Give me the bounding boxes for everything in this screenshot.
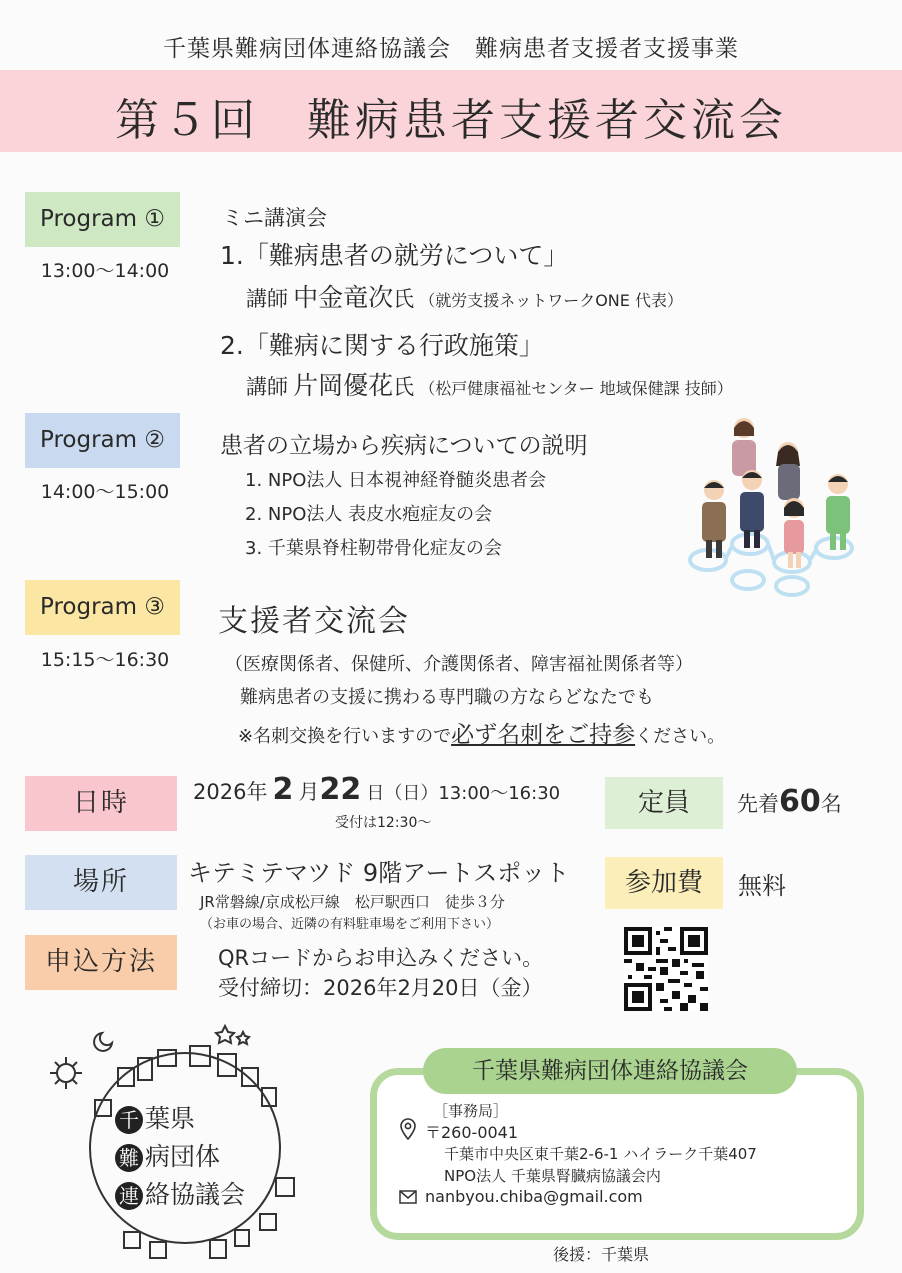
- capacity-value: 先着60名: [737, 784, 842, 819]
- fee-value: 無料: [738, 872, 786, 900]
- date-value: 2026年 2 月22 日（日）13:00〜16:30: [193, 772, 561, 807]
- apply-label: 申込方法: [25, 935, 177, 990]
- event-subtitle: 千葉県難病団体連絡協議会 難病患者支援者支援事業: [163, 36, 739, 62]
- place-name: キテミテマツド 9階アートスポット: [188, 859, 570, 887]
- apply-instruction: QRコードからお申込みください。: [218, 946, 544, 970]
- program1-item2-lecturer: 講師 片岡優花氏 （松戸健康福祉センター 地域保健課 技師）: [246, 371, 733, 400]
- parking-note: （お車の場合、近隣の有料駐車場をご利用下さい）: [200, 917, 500, 932]
- program3-time: 15:15〜16:30: [40, 649, 170, 671]
- contact-org-secondary: NPO法人 千葉県腎臓病協議会内: [444, 1167, 661, 1185]
- program2-heading: 患者の立場から疾病についての説明: [220, 433, 588, 459]
- organization-logo-text: 千 葉県 難 病団体 連 絡協議会: [115, 1100, 245, 1214]
- program2-list-item: 1. NPO法人 日本視神経脊髄炎患者会: [245, 470, 547, 491]
- program2-list-item: 2. NPO法人 表皮水疱症友の会: [245, 504, 493, 525]
- date-label: 日時: [25, 776, 177, 831]
- bring-business-card-note: 必ず名刺をご持参: [451, 722, 636, 748]
- qr-code[interactable]: [624, 927, 708, 1011]
- contact-email[interactable]: nanbyou.chiba@gmail.com: [425, 1187, 643, 1206]
- program1-heading: ミニ講演会: [222, 206, 327, 230]
- program3-line1: （医療関係者、保健所、介護関係者、障害福祉関係者等）: [225, 654, 693, 675]
- reception-time: 受付は12:30〜: [335, 815, 432, 831]
- program1-badge: Program ①: [25, 192, 180, 247]
- program1-time: 13:00〜14:00: [40, 260, 170, 282]
- program3-heading: 支援者交流会: [218, 604, 410, 639]
- contact-address: 千葉市中央区東千葉2-6-1 ハイラーク千葉407: [444, 1145, 757, 1163]
- contact-postal-code: 〒260-0041: [425, 1123, 519, 1142]
- program1-item2: 2.「難病に関する行政施策」: [220, 331, 544, 360]
- program1-item1: 1.「難病患者の就労について」: [220, 241, 569, 270]
- program2-list: [245, 464, 546, 566]
- program1-item1-lecturer: 講師 中金竜次氏 （就労支援ネットワークONE 代表）: [246, 283, 683, 312]
- program2-time: 14:00〜15:00: [40, 481, 170, 503]
- capacity-label: 定員: [605, 777, 723, 829]
- fee-label: 参加費: [605, 857, 723, 909]
- program3-line3: ※名刺交換を行いますので必ず名刺をご持参ください。: [238, 722, 726, 748]
- apply-deadline: 受付締切：2026年2月20日（金）: [218, 976, 543, 1000]
- mail-icon: [399, 1190, 417, 1204]
- contact-office-label: ［事務局］: [433, 1102, 509, 1120]
- place-label: 場所: [25, 855, 177, 910]
- program2-list-item: 3. 千葉県脊柱靭帯骨化症友の会: [245, 538, 502, 559]
- event-title: 第５回 難病患者支援者交流会: [115, 95, 787, 146]
- networking-people-illustration: [688, 412, 873, 597]
- location-pin-icon: [399, 1118, 417, 1140]
- place-access: JR常磐線/京成松戸線 松戸駅西口 徒歩３分: [200, 893, 505, 911]
- contact-org-name: 千葉県難病団体連絡協議会: [423, 1048, 797, 1094]
- program3-line2: 難病患者の支援に携わる専門職の方ならどなたでも: [240, 687, 654, 708]
- sponsor-note: 後援：千葉県: [553, 1245, 650, 1264]
- program2-badge: Program ②: [25, 413, 180, 468]
- program3-badge: Program ③: [25, 580, 180, 635]
